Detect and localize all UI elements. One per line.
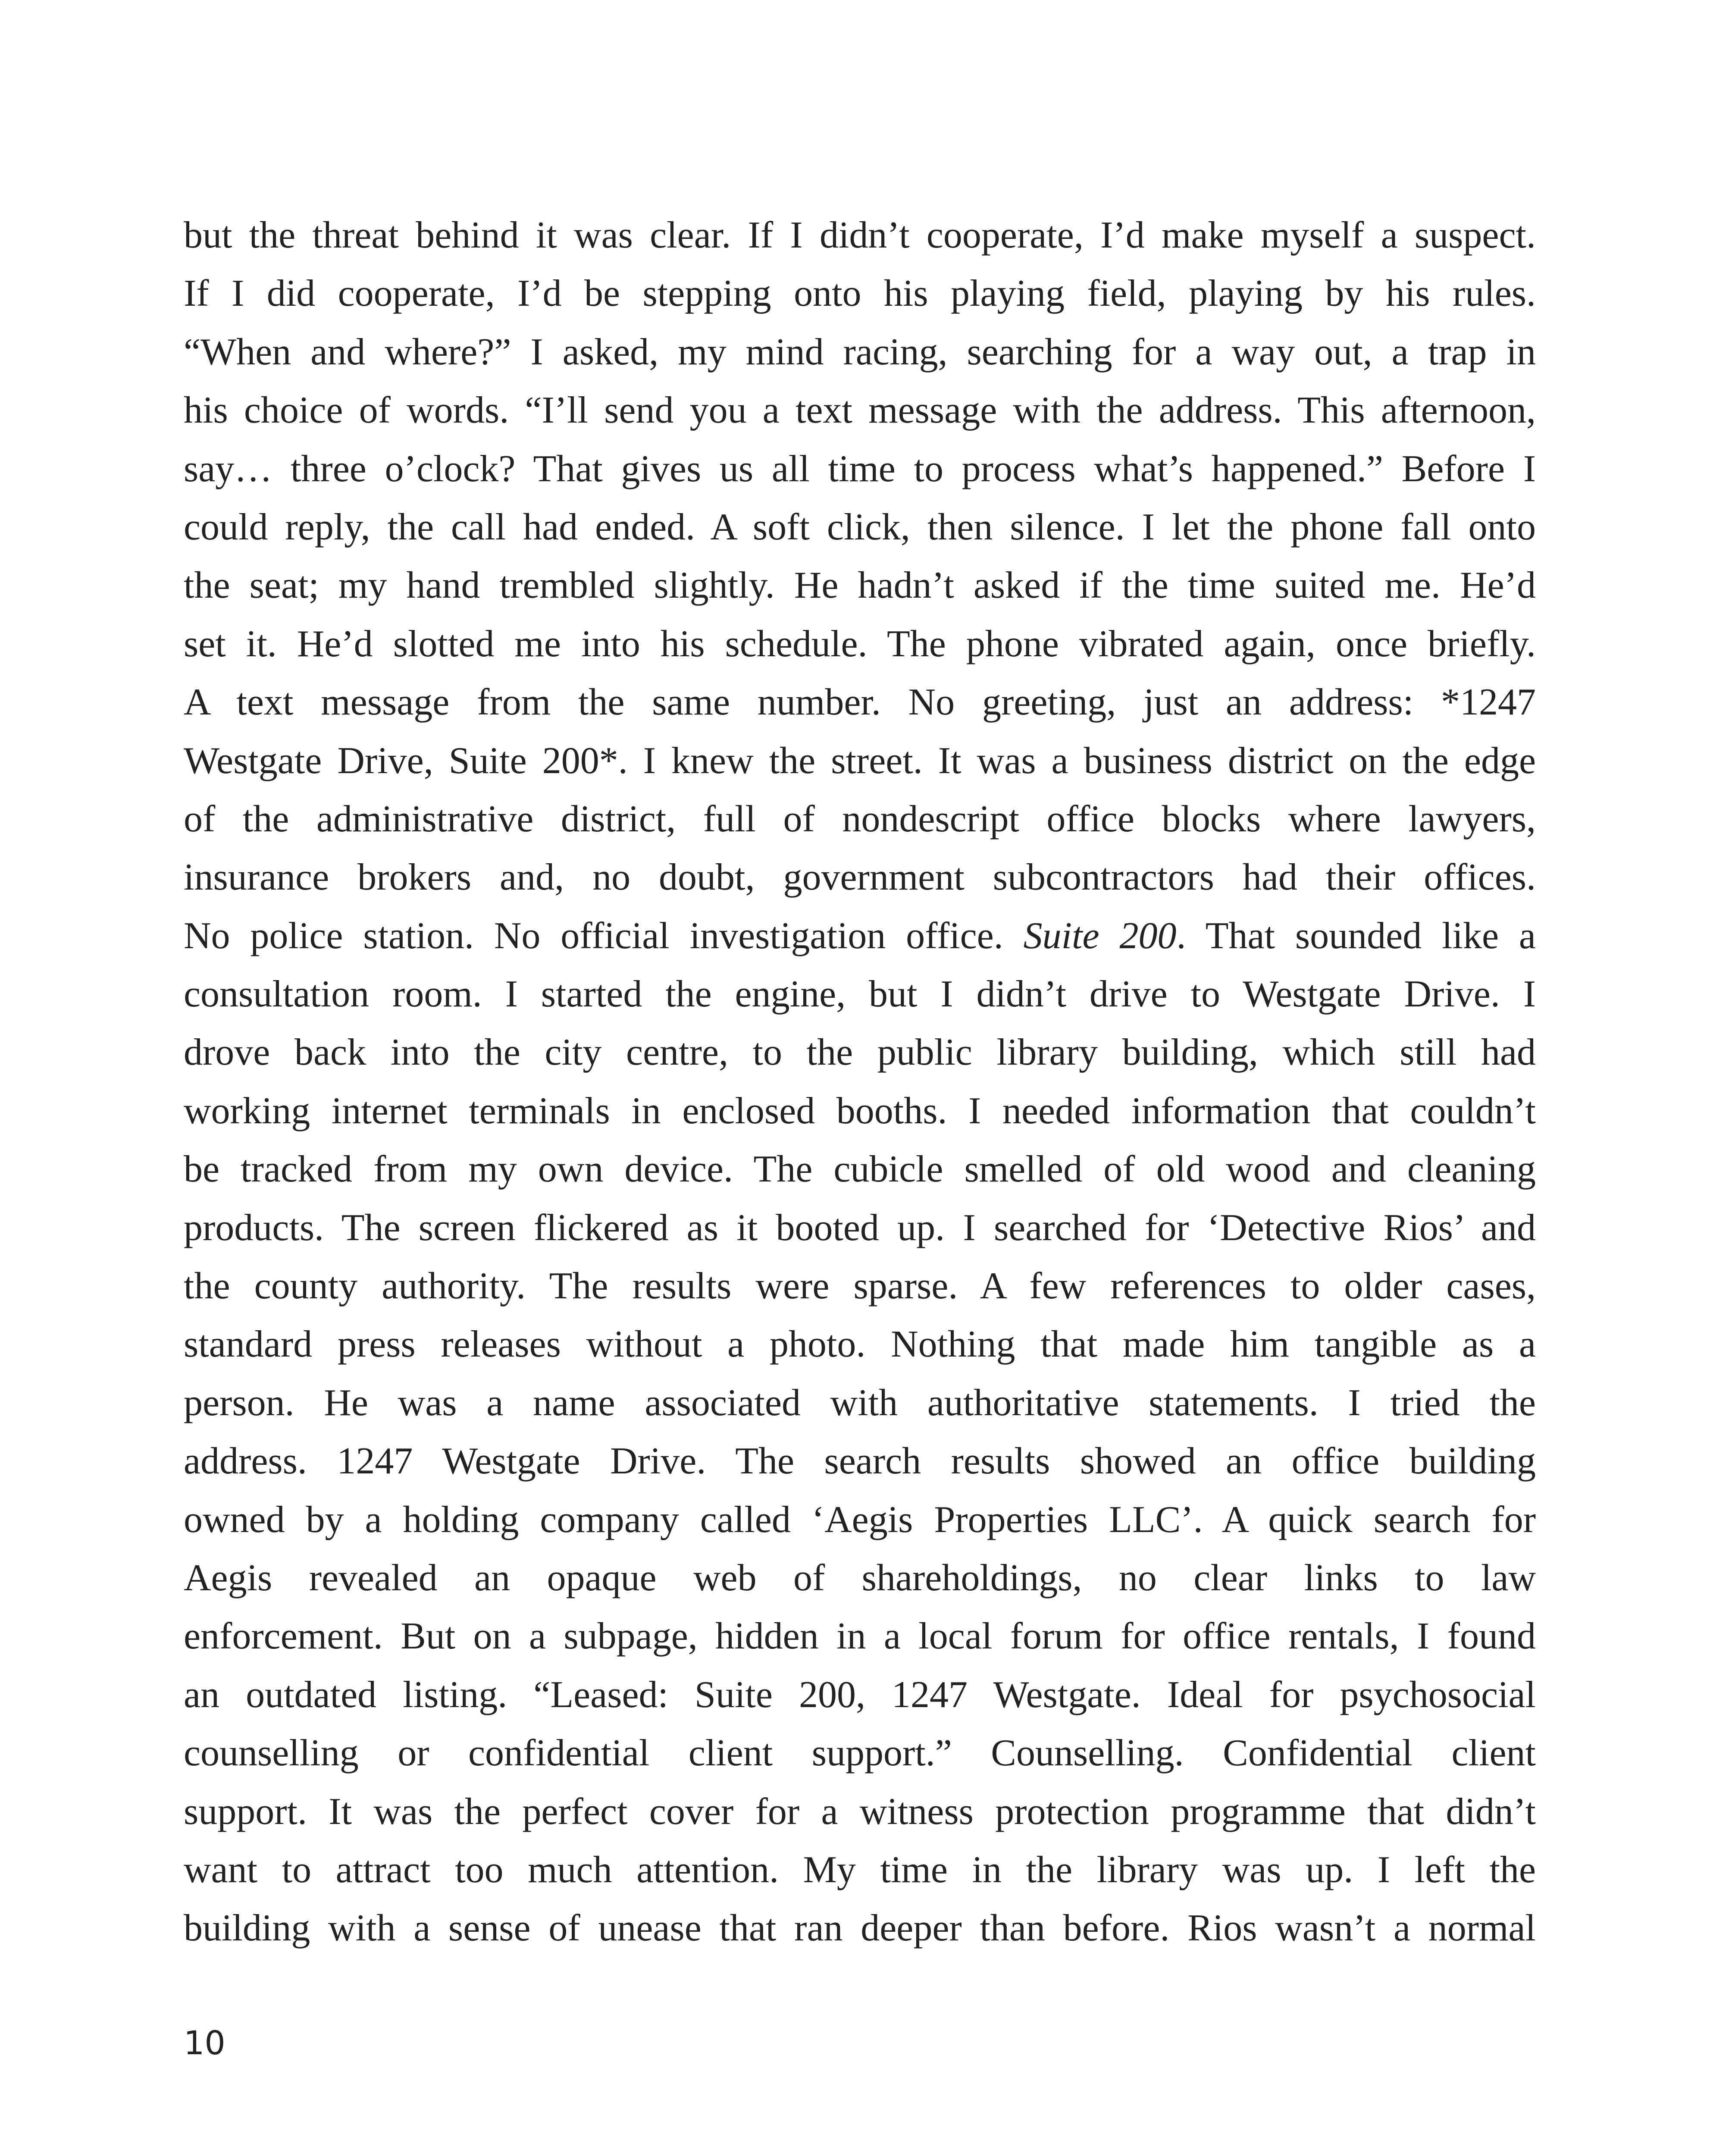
text-line: owned by a holding company called ‘Aegis Properties LLC’. A quick search for: [184, 1498, 1536, 1541]
text-line: If I did cooperate, I’d be stepping onto his playing field, playing by his rules.: [184, 273, 1536, 315]
text-line: the county authority. The results were sparse. A few references to older cases,: [184, 1265, 1536, 1307]
text-line: Westgate Drive, Suite 200*. I knew the street. It was a business district on the edge: [184, 740, 1536, 782]
text-line: the seat; my hand trembled slightly. He hadn’t asked if the time suited me. He’d: [184, 564, 1536, 607]
text-line: [184, 907, 1536, 965]
text-line: “When and where?” I asked, my mind racing, searching for a way out, a trap in: [184, 331, 1536, 373]
text-line: say… three o’clock? That gives us all time to process what’s happened.” Before I: [184, 448, 1536, 490]
text-line: address. 1247 Westgate Drive. The search results showed an office building: [184, 1440, 1536, 1482]
italic-suite-name: Suite 200: [1023, 915, 1177, 957]
text-line: set it. He’d slotted me into his schedule. The phone vibrated again, once briefly.: [184, 623, 1536, 665]
text-line: consultation room. I started the engine, but I didn’t drive to Westgate Drive. I: [184, 973, 1536, 1015]
text-line: but the threat behind it was clear. If I didn’t cooperate, I’d make myself a suspect.: [184, 214, 1536, 256]
text-line: products. The screen flickered as it booted up. I searched for ‘Detective Rios’ and: [184, 1206, 1536, 1249]
text-line: counselling or confidential client support.” Counselling. Confidential client: [184, 1732, 1536, 1774]
text-line: support. It was the perfect cover for a witness protection programme that didn’t: [184, 1790, 1536, 1833]
text-line: an outdated listing. “Leased: Suite 200, 1247 Westgate. Ideal for psychosocial: [184, 1673, 1536, 1716]
page-number: 10: [184, 2024, 226, 2062]
text-line: insurance brokers and, no doubt, government subcontractors had their offices.: [184, 856, 1536, 899]
text-line: building with a sense of unease that ran deeper than before. Rios wasn’t a normal: [184, 1907, 1536, 1949]
text-line: his choice of words. “I’ll send you a text message with the address. This afternoon,: [184, 389, 1536, 432]
text-line: person. He was a name associated with authoritative statements. I tried the: [184, 1382, 1536, 1424]
text-line: could reply, the call had ended. A soft click, then silence. I let the phone fall onto: [184, 506, 1536, 548]
text-line: A text message from the same number. No greeting, just an address: *1247: [184, 681, 1536, 724]
body-text: [184, 206, 1536, 1958]
text-segment: No police station. No official investigation office.: [184, 915, 1024, 957]
text-segment: . That sounded like a: [1176, 915, 1536, 957]
text-line: want to attract too much attention. My time in the library was up. I left the: [184, 1849, 1536, 1891]
text-line: Aegis revealed an opaque web of shareholdings, no clear links to law: [184, 1557, 1536, 1599]
text-line: of the administrative district, full of nondescript office blocks where lawyers,: [184, 798, 1536, 840]
text-line: drove back into the city centre, to the public library building, which still had: [184, 1031, 1536, 1074]
text-line: be tracked from my own device. The cubicle smelled of old wood and cleaning: [184, 1148, 1536, 1191]
text-line: enforcement. But on a subpage, hidden in a local forum for office rentals, I found: [184, 1615, 1536, 1658]
text-line: standard press releases without a photo. Nothing that made him tangible as a: [184, 1323, 1536, 1366]
text-line: working internet terminals in enclosed booths. I needed information that couldn’t: [184, 1090, 1536, 1132]
